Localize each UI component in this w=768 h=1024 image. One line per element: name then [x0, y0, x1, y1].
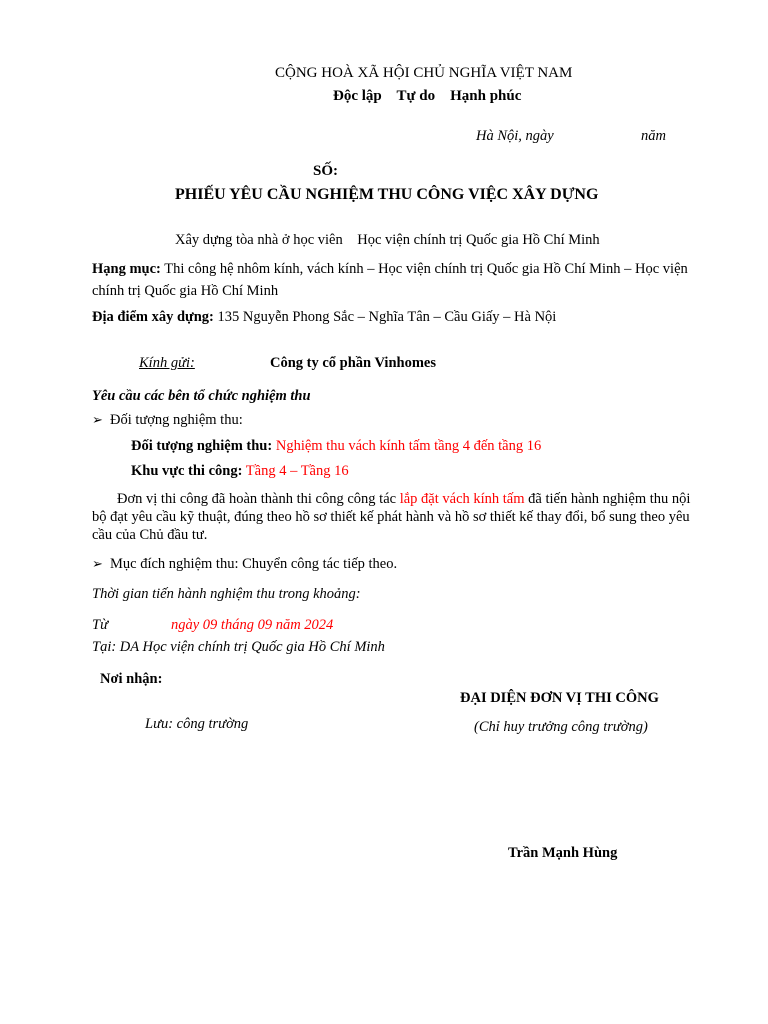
motto-freedom: Tự do	[396, 88, 436, 104]
completion-task: lắp đặt vách kính tấm	[399, 491, 525, 507]
project-item	[92, 258, 704, 302]
project-item-label: Hạng mục:	[92, 261, 161, 277]
document-title: PHIẾU YÊU CẦU NGHIỆM THU CÔNG VIỆC XÂY DỰNG	[175, 186, 599, 203]
object-line	[131, 438, 541, 455]
object-bullet-line	[92, 412, 243, 429]
purpose-text: Mục đích nghiệm thu: Chuyển công tác tiếp theo.	[110, 556, 398, 572]
recipient-value: Công ty cổ phần Vinhomes	[270, 355, 436, 371]
object-label: Đối tượng nghiệm thu:	[131, 438, 273, 454]
republic-heading: CỘNG HOÀ XÃ HỘI CHỦ NGHĨA VIỆT NAM	[275, 65, 573, 81]
recipient-label: Kính gửi:	[139, 355, 195, 371]
purpose-line	[92, 556, 397, 573]
project-name-value: Học viện chính trị Quốc gia Hồ Chí Minh	[357, 232, 600, 248]
object-value: Nghiệm thu vách kính tấm tầng 4 đến tầng 16	[275, 438, 542, 454]
signer-name: Trần Mạnh Hùng	[508, 845, 618, 861]
year-label: năm	[641, 128, 666, 144]
project-name	[175, 232, 600, 249]
area-value: Tầng 4 – Tầng 16	[245, 463, 349, 479]
completion-text-1: Đơn vị thi công đã hoàn thành thi công công tác	[117, 491, 397, 507]
project-location-value: 135 Nguyễn Phong Sắc – Nghĩa Tân – Cầu Giấy – Hà Nội	[217, 309, 557, 325]
object-bullet-text: Đối tượng nghiệm thu:	[110, 412, 243, 428]
bullet-arrow-icon: ➢	[92, 412, 103, 427]
location-at-line: Tại: DA Học viện chính trị Quốc gia Hồ Chí Minh	[92, 639, 385, 655]
area-line	[131, 463, 349, 480]
project-location-label: Địa điểm xây dựng:	[92, 309, 214, 325]
project-name-prefix: Xây dựng tòa nhà ở học viên	[175, 232, 343, 248]
archive-note: Lưu: công trường	[145, 716, 249, 732]
request-heading: Yêu cầu các bên tổ chức nghiệm thu	[92, 388, 311, 404]
bullet-arrow-icon: ➢	[92, 556, 103, 571]
time-heading: Thời gian tiến hành nghiệm thu trong khoảng:	[92, 586, 361, 602]
area-label: Khu vực thi công:	[131, 463, 243, 479]
representative-subtitle: (Chỉ huy trưởng công trường)	[474, 719, 648, 735]
from-value: ngày 09 tháng 09 năm 2024	[171, 617, 334, 633]
motto	[333, 88, 521, 105]
representative-title: ĐẠI DIỆN ĐƠN VỊ THI CÔNG	[460, 690, 659, 706]
completion-paragraph	[92, 490, 704, 544]
recipients-label: Nơi nhận:	[100, 671, 163, 687]
completion-text-2: đã tiến hành nghiệm thu nội bộ đạt yêu cầu kỹ thuật, đúng theo hồ sơ thiết kế phát hành và hồ sơ thiết kế thay đổi, bổ sung theo yêu cầu của Chủ đầu tư.	[92, 491, 691, 543]
project-location	[92, 309, 556, 326]
motto-independence: Độc lập	[333, 88, 382, 104]
motto-happiness: Hạnh phúc	[450, 88, 522, 104]
document-number-label: SỐ:	[313, 163, 339, 179]
from-label: Từ	[92, 617, 108, 633]
place-date: Hà Nội, ngày	[476, 128, 554, 144]
project-item-value: Thi công hệ nhôm kính, vách kính – Học viện chính trị Quốc gia Hồ Chí Minh – Học viện chính trị Quốc gia Hồ Chí Minh	[92, 261, 688, 299]
